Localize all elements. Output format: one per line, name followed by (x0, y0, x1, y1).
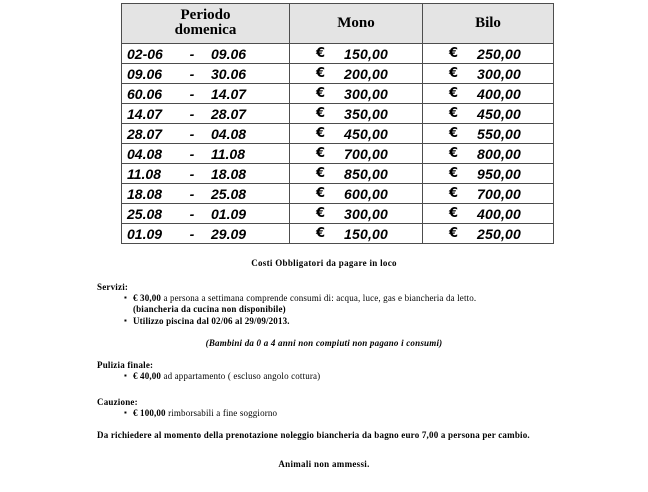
period-dash: - (189, 165, 195, 182)
euro-symbol: € (316, 86, 326, 101)
price-table-container (121, 3, 553, 244)
spacer (0, 383, 648, 397)
servizi-bullet-list (97, 293, 648, 327)
cell-mono (290, 44, 423, 64)
period-dash: - (189, 125, 195, 142)
pulizia-heading: Pulizia finale: (97, 360, 154, 370)
period-from: 60.06 (127, 85, 163, 102)
bilo-amount: 400,00 (477, 205, 522, 222)
bilo-amount: 400,00 (477, 85, 522, 102)
servizi-bullet1-amount: € 30,00 (133, 293, 162, 303)
cell-periodo (122, 84, 290, 104)
cell-mono (290, 144, 423, 164)
euro-symbol: € (316, 206, 326, 221)
cell-periodo (122, 184, 290, 204)
cell-mono (290, 124, 423, 144)
table-row (122, 224, 554, 244)
booking-note: Da richiedere al momento della prenotazione noleggio biancheria da bagno euro 7,00 a persona per cambio. (97, 430, 530, 440)
euro-symbol: € (449, 46, 459, 61)
cell-periodo (122, 104, 290, 124)
list-item (124, 408, 648, 419)
cell-mono (290, 104, 423, 124)
cell-mono (290, 204, 423, 224)
cell-mono (290, 84, 423, 104)
period-dash: - (189, 85, 195, 102)
euro-symbol: € (316, 226, 326, 241)
period-from: 02-06 (127, 45, 163, 62)
euro-symbol: € (449, 66, 459, 81)
bilo-amount: 450,00 (477, 105, 522, 122)
euro-symbol: € (316, 66, 326, 81)
period-to: 01.09 (211, 205, 247, 222)
table-row (122, 164, 554, 184)
section-pulizia (0, 360, 648, 382)
period-from: 18.08 (127, 185, 163, 202)
period-from: 11.08 (127, 165, 161, 182)
table-row (122, 44, 554, 64)
column-header-periodo-line2: domenica (174, 22, 237, 38)
euro-symbol: € (316, 186, 326, 201)
cell-bilo (423, 64, 554, 84)
bilo-amount: 800,00 (477, 145, 522, 162)
mono-amount: 150,00 (344, 225, 389, 242)
document-body (0, 252, 648, 469)
spacer (0, 268, 648, 282)
period-to: 09.06 (211, 45, 247, 62)
mono-amount: 300,00 (344, 85, 389, 102)
column-header-periodo (122, 4, 290, 44)
table-row (122, 184, 554, 204)
costs-title: Costi Obbligatori da pagare in loco (251, 258, 397, 268)
euro-symbol: € (449, 166, 459, 181)
period-dash: - (189, 145, 195, 162)
table-row (122, 124, 554, 144)
column-header-mono: Mono (290, 4, 423, 44)
list-item: ▪ Utilizzo piscina dal 02/06 al 29/09/2013. (124, 316, 648, 327)
mono-amount: 450,00 (344, 125, 389, 142)
period-from: 25.08 (127, 205, 163, 222)
cell-mono (290, 184, 423, 204)
cell-bilo (423, 104, 554, 124)
euro-symbol: € (449, 106, 459, 121)
table-header-row (122, 4, 554, 44)
mono-amount: 350,00 (344, 105, 389, 122)
euro-symbol: € (316, 166, 326, 181)
column-header-bilo: Bilo (423, 4, 554, 44)
list-item (124, 371, 648, 382)
pulizia-bullet1-amount: € 40,00 (133, 371, 162, 381)
euro-symbol: € (316, 46, 326, 61)
bilo-amount: 300,00 (477, 65, 522, 82)
cell-bilo (423, 84, 554, 104)
servizi-bullet1-text: a persona a settimana comprende consumi di: acqua, luce, gas e biancheria da letto. (161, 293, 477, 303)
euro-symbol: € (316, 126, 326, 141)
cell-periodo (122, 44, 290, 64)
period-from: 01.09 (127, 225, 163, 242)
cell-periodo (122, 64, 290, 84)
period-dash: - (189, 45, 195, 62)
section-cauzione (0, 397, 648, 419)
cell-mono (290, 224, 423, 244)
cell-bilo (423, 144, 554, 164)
mono-amount: 200,00 (344, 65, 389, 82)
period-to: 11.08 (211, 145, 245, 162)
column-header-periodo-line1: Periodo (180, 7, 231, 23)
euro-symbol: € (449, 186, 459, 201)
table-row (122, 104, 554, 124)
period-from: 09.06 (127, 65, 163, 82)
spacer (0, 441, 648, 453)
mono-amount: 850,00 (344, 165, 389, 182)
cell-bilo (423, 124, 554, 144)
period-to: 30.06 (211, 65, 247, 82)
servizi-bullet1-subtext: (biancheria da cucina non disponibile) (133, 304, 286, 314)
mono-amount: 300,00 (344, 205, 389, 222)
euro-symbol: € (316, 146, 326, 161)
cell-periodo (122, 124, 290, 144)
euro-symbol: € (449, 206, 459, 221)
price-table (121, 3, 554, 244)
pulizia-bullet1-text: ad appartamento ( escluso angolo cottura) (161, 371, 321, 381)
cell-periodo (122, 164, 290, 184)
period-to: 14.07 (211, 85, 247, 102)
period-to: 04.08 (211, 125, 247, 142)
bilo-amount: 700,00 (477, 185, 522, 202)
cell-bilo (423, 44, 554, 64)
period-dash: - (189, 185, 195, 202)
euro-symbol: € (449, 86, 459, 101)
bilo-amount: 250,00 (477, 225, 522, 242)
bilo-amount: 550,00 (477, 125, 522, 142)
period-dash: - (189, 105, 195, 122)
price-table-header (122, 4, 554, 44)
table-row (122, 64, 554, 84)
cell-bilo (423, 224, 554, 244)
period-from: 28.07 (127, 125, 163, 142)
table-row (122, 204, 554, 224)
euro-symbol: € (449, 146, 459, 161)
period-from: 14.07 (127, 105, 163, 122)
period-to: 28.07 (211, 105, 247, 122)
cauzione-bullet1-amount: € 100,00 (133, 408, 166, 418)
period-from: 04.08 (127, 145, 163, 162)
euro-symbol: € (316, 106, 326, 121)
cauzione-bullet-list (97, 408, 648, 419)
cauzione-heading: Cauzione: (97, 397, 138, 407)
cell-bilo (423, 184, 554, 204)
spacer (0, 420, 648, 430)
pets-note: Animali non ammessi. (278, 459, 370, 469)
period-to: 18.08 (211, 165, 247, 182)
pulizia-bullet-list (97, 371, 648, 382)
table-row (122, 84, 554, 104)
period-dash: - (189, 205, 195, 222)
cell-periodo (122, 144, 290, 164)
mono-amount: 600,00 (344, 185, 389, 202)
list-item (124, 293, 648, 315)
cell-mono (290, 64, 423, 84)
period-to: 29.09 (211, 225, 247, 242)
servizi-heading: Servizi: (97, 282, 129, 292)
cauzione-bullet1-text: rimborsabili a fine soggiorno (165, 408, 278, 418)
euro-symbol: € (449, 226, 459, 241)
cell-periodo (122, 224, 290, 244)
spacer (0, 348, 648, 360)
children-note: (Bambini da 0 a 4 anni non compiuti non pagano i consumi) (205, 338, 443, 348)
cell-periodo (122, 204, 290, 224)
mono-amount: 700,00 (344, 145, 389, 162)
period-to: 25.08 (211, 185, 247, 202)
period-dash: - (189, 65, 195, 82)
cell-mono (290, 164, 423, 184)
mono-amount: 150,00 (344, 45, 389, 62)
bilo-amount: 250,00 (477, 45, 522, 62)
cell-bilo (423, 204, 554, 224)
price-table-body (122, 44, 554, 244)
period-dash: - (189, 225, 195, 242)
euro-symbol: € (449, 126, 459, 141)
cell-bilo (423, 164, 554, 184)
table-row (122, 144, 554, 164)
bilo-amount: 950,00 (477, 165, 522, 182)
section-servizi (0, 282, 648, 327)
